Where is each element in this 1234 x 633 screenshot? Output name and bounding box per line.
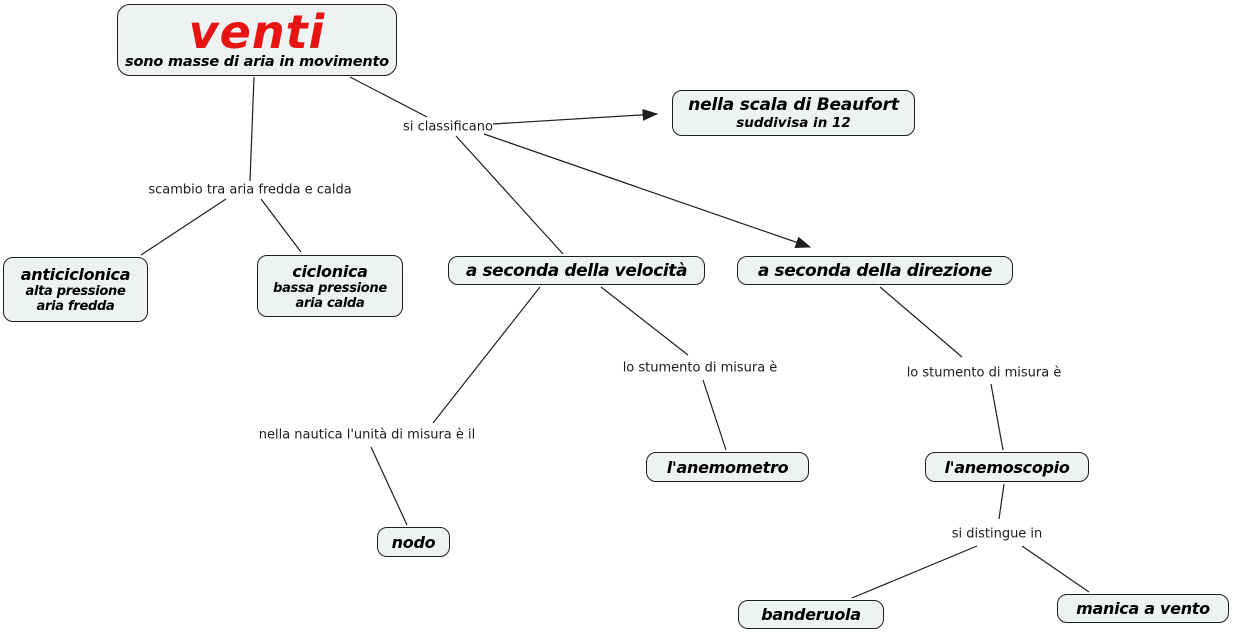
connector-line bbox=[250, 77, 254, 181]
node-ciclonica-detail: aria calda bbox=[295, 295, 365, 311]
node-ciclonica-title: ciclonica bbox=[292, 261, 368, 281]
node-banderuola-title: banderuola bbox=[761, 605, 861, 624]
node-anemoscopio-title: l'anemoscopio bbox=[944, 457, 1070, 477]
node-scala-beaufort-title: nella scala di Beaufort bbox=[688, 95, 899, 115]
node-manica-a-vento-title: manica a vento bbox=[1076, 599, 1210, 618]
node-anemoscopio[interactable] bbox=[925, 452, 1089, 482]
connector-line bbox=[703, 380, 726, 450]
node-anticiclonica-detail: aria fredda bbox=[36, 299, 115, 314]
node-ciclonica[interactable] bbox=[257, 255, 403, 317]
node-venti-title: venti bbox=[188, 4, 326, 59]
node-venti[interactable] bbox=[117, 4, 397, 76]
node-anticiclonica-detail: alta pressione bbox=[25, 284, 126, 299]
node-anticiclonica[interactable] bbox=[3, 257, 148, 322]
node-a-seconda-della-velocita-title: a seconda della velocità bbox=[465, 260, 688, 281]
node-a-seconda-della-direzione[interactable] bbox=[737, 256, 1013, 285]
link-label-scambio-aria[interactable]: scambio tra aria fredda e calda bbox=[148, 182, 352, 198]
node-nodo-title: nodo bbox=[391, 532, 436, 552]
node-scala-beaufort-subtitle: suddivisa in 12 bbox=[736, 115, 851, 131]
connector-line bbox=[999, 484, 1004, 519]
connector-line bbox=[880, 287, 962, 357]
node-anemometro-title: l'anemometro bbox=[666, 457, 789, 477]
node-a-seconda-della-direzione-title: a seconda della direzione bbox=[757, 260, 993, 281]
connector-line bbox=[484, 134, 810, 247]
connector-line bbox=[261, 199, 301, 252]
connector-line bbox=[493, 114, 657, 124]
node-anticiclonica-title: anticiclonica bbox=[20, 265, 131, 284]
connector-line bbox=[371, 447, 407, 525]
node-a-seconda-della-velocita[interactable] bbox=[448, 256, 705, 285]
link-label-si-classificano[interactable]: si classificano bbox=[403, 119, 493, 135]
node-manica-a-vento[interactable] bbox=[1057, 594, 1229, 623]
node-venti-subtitle: sono masse di aria in movimento bbox=[125, 53, 389, 70]
connector-line bbox=[852, 546, 977, 598]
link-label-strumento-misura-velocita[interactable]: lo stumento di misura è bbox=[622, 360, 778, 376]
node-anemometro[interactable] bbox=[646, 452, 809, 482]
connector-line bbox=[601, 287, 688, 355]
link-label-unita-misura-nautica[interactable]: nella nautica l'unità di misura è il bbox=[258, 427, 476, 443]
connector-line bbox=[456, 136, 563, 254]
link-label-si-distingue-in[interactable]: si distingue in bbox=[951, 526, 1043, 542]
connector-line bbox=[141, 199, 226, 255]
node-ciclonica-detail: bassa pressione bbox=[273, 280, 387, 296]
connector-line bbox=[1022, 546, 1089, 592]
connector-line bbox=[433, 287, 540, 423]
connector-line bbox=[991, 384, 1003, 450]
connector-line bbox=[350, 77, 427, 117]
node-banderuola[interactable] bbox=[738, 600, 884, 629]
node-scala-beaufort[interactable] bbox=[672, 90, 915, 136]
node-nodo[interactable] bbox=[377, 527, 450, 557]
link-label-strumento-misura-direzione[interactable]: lo stumento di misura è bbox=[906, 365, 1062, 381]
